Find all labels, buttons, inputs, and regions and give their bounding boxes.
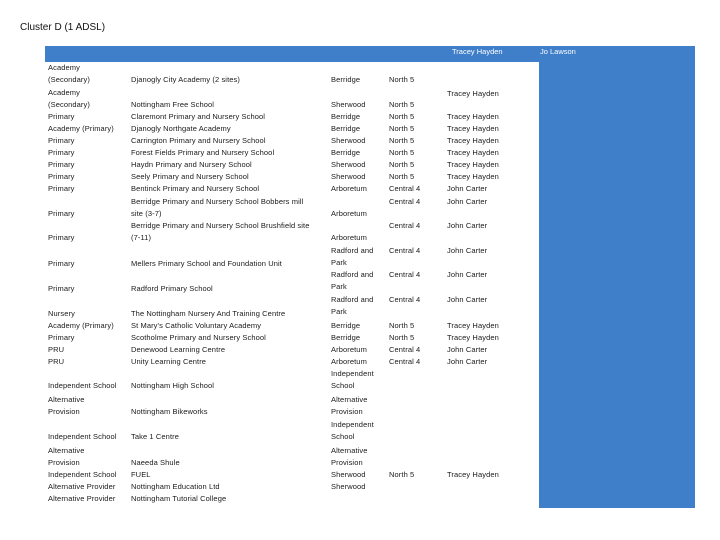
cell-school: Haydn Primary and Nursery School [131,160,252,169]
cell-contact: Tracey Hayden [447,333,499,342]
cell-school: Claremont Primary and Nursery School [131,112,266,121]
cell-area: Central 4 [389,270,421,279]
cell-area: Central 4 [389,295,421,304]
cell-school: Forest Fields Primary and Nursery School [131,148,275,157]
cell-ward: Arboretum [331,209,367,218]
cell-ward: Arboretum [331,345,367,354]
cell-area: Central 4 [389,246,421,255]
cell-school: Nottingham Tutorial College [131,494,227,503]
cell-type: Alternative Provider [48,482,116,491]
cell-contact: Tracey Hayden [447,124,499,133]
cell-area: North 5 [389,172,415,181]
cell-ward: Sherwood [331,172,366,181]
cell-ward: Berridge [331,112,361,121]
cell-type: Academy (Primary) [48,124,114,133]
cell-type: Nursery [48,309,75,318]
cell-ward: Arboretum [331,233,367,242]
cell-ward: Berridge [331,333,361,342]
cell-contact: John Carter [447,221,488,230]
cell-school: Bentinck Primary and Nursery School [131,184,260,193]
cell-ward: Independent [331,420,374,429]
cell-type: Academy [48,63,80,72]
contact-header-2: Jo Lawson [540,47,576,56]
cell-school: Djanogly Northgate Academy [131,124,231,133]
cell-ward: Radford and [331,270,374,279]
cell-ward: Provision [331,458,363,468]
cell-ward: Provision [331,407,363,417]
cell-ward: Radford and [331,246,374,255]
cell-area: North 5 [389,321,415,330]
cell-type: Primary [48,209,75,218]
cell-school: Berridge Primary and Nursery School Brushfield site [131,221,310,230]
cell-type: Primary [48,333,75,342]
cell-area: North 5 [389,160,415,169]
cell-contact: John Carter [447,357,488,366]
cell-contact: Tracey Hayden [447,172,499,181]
cell-school: Nottingham Education Ltd [131,482,220,491]
cell-type: Provision [48,458,80,468]
cell-type: Academy [48,88,80,97]
cell-area: Central 4 [389,357,421,366]
cell-area: North 5 [389,470,415,479]
cell-area: Central 4 [389,184,421,193]
cell-contact: John Carter [447,246,488,255]
cell-school: site (3-7) [131,209,162,219]
contact-header-1: Tracey Hayden [452,47,503,56]
cell-school: Scotholme Primary and Nursery School [131,333,266,342]
cell-school: Nottingham High School [131,381,215,390]
cell-ward: Sherwood [331,470,366,479]
cell-school: Seely Primary and Nursery School [131,172,249,181]
cell-area: Central 4 [389,345,421,354]
cell-school: Mellers Primary School and Foundation Unit [131,259,282,268]
cell-type: Alternative [48,446,85,455]
cell-area: Central 4 [389,221,421,230]
cell-ward: Radford and [331,295,374,304]
cell-type: PRU [48,357,65,366]
page-title: Cluster D (1 ADSL) [20,22,106,33]
cell-type: Independent School [48,470,117,479]
cell-school: Denewood Learning Centre [131,345,226,354]
cell-school: Take 1 Centre [131,432,179,441]
cell-area: Central 4 [389,197,421,206]
cell-area: North 5 [389,124,415,133]
cell-contact: John Carter [447,345,488,354]
cell-school: St Mary's Catholic Voluntary Academy [131,321,262,330]
cell-school: Berridge Primary and Nursery School Bobbers mill [131,197,304,206]
cell-area: North 5 [389,136,415,145]
cell-contact: John Carter [447,295,488,304]
cell-ward: Park [331,258,347,268]
cell-school: FUEL [131,470,151,479]
cell-ward: Arboretum [331,184,367,193]
cell-school: Carrington Primary and Nursery School [131,136,266,145]
cell-ward: Alternative [331,395,368,404]
cell-contact: John Carter [447,270,488,279]
cell-contact: Tracey Hayden [447,160,499,169]
cell-area: North 5 [389,100,415,109]
cell-area: North 5 [389,333,415,342]
cell-type: Primary [48,160,75,169]
cell-school: Radford Primary School [131,284,213,293]
cell-ward: Sherwood [331,100,366,109]
cell-ward: Berridge [331,321,361,330]
cell-ward: School [331,381,355,391]
cell-school: Unity Learning Centre [131,357,207,366]
cell-type: Academy (Primary) [48,321,114,330]
cell-school: The Nottingham Nursery And Training Centre [131,309,286,318]
cell-ward: Independent [331,369,374,378]
cell-ward: Park [331,282,347,292]
cell-type: Primary [48,233,75,242]
cell-contact: Tracey Hayden [447,470,499,479]
cell-area: North 5 [389,112,415,121]
cell-ward: Sherwood [331,482,366,491]
cell-type: Primary [48,148,75,157]
cell-ward: Alternative [331,446,368,455]
cell-contact: Tracey Hayden [447,321,499,330]
cell-type: Primary [48,259,75,268]
cell-type: PRU [48,345,65,354]
cell-contact: John Carter [447,184,488,193]
cell-ward: Sherwood [331,136,366,145]
cell-ward: Park [331,307,347,317]
cell-type: Primary [48,112,75,121]
cell-ward: Berridge [331,148,361,157]
cell-contact: Tracey Hayden [447,136,499,145]
cell-type: (Secondary) [48,100,90,110]
cell-school: Nottingham Bikeworks [131,407,208,416]
cell-ward: Arboretum [331,357,367,366]
cell-contact: Tracey Hayden [447,148,499,157]
cell-school: Djanogly City Academy (2 sites) [131,75,240,84]
cell-school: Naeeda Shule [131,458,180,467]
cell-contact: Tracey Hayden [447,89,499,98]
cell-type: Primary [48,172,75,181]
cell-type: Alternative Provider [48,494,116,503]
cell-school: Nottingham Free School [131,100,215,109]
cell-type: Independent School [48,432,117,441]
cell-ward: School [331,432,355,442]
cell-ward: Berridge [331,75,361,84]
cell-school: (7-11) [131,233,152,243]
cell-area: North 5 [389,148,415,157]
cell-type: Provision [48,407,80,417]
cell-ward: Sherwood [331,160,366,169]
cell-ward: Berridge [331,124,361,133]
cell-type: Primary [48,184,75,193]
cell-type: Primary [48,284,75,293]
cell-type: (Secondary) [48,75,90,85]
cell-contact: Tracey Hayden [447,112,499,121]
cell-area: North 5 [389,75,415,84]
cell-type: Alternative [48,395,85,404]
cell-type: Independent School [48,381,117,390]
cell-contact: John Carter [447,197,488,206]
cell-type: Primary [48,136,75,145]
